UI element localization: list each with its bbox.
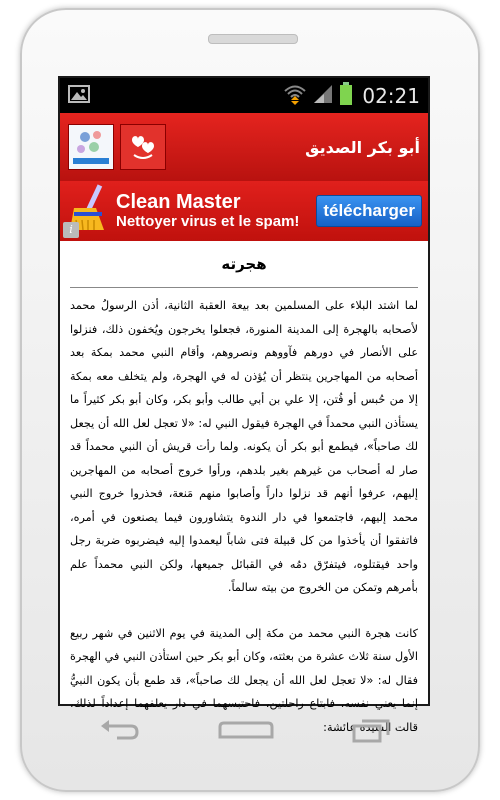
- article-paragraph: لما اشتد البلاء على المسلمين بعد بيعة العقبة الثانية، أذن الرسولُ محمد لأصحابه بالهجرة إلى المدينة المنورة، فجعلوا يخرجون ويُخفون ذلك، فنزلوا على الأنصار في دورهم فآووهم ونصروهم، وأقام النبي محمد بمكة بعد أصحابه من المهاجرين ينتظر أن يُؤذن له في الهجرة، ولم يتخلف معه بمكة إلا من حُبس أو فُتن، إلا علي بن أبي طالب وأبو بكر، وكان أبو بكر كثيراً ما يستأذن النبي محمداً في الهجرة فيقول النبي له: «لا تعجل لعل الله أن يجعل لك صاحباً»، فيطمع أبو بكر أن يكونه. ولما رأت قريش أن النبي محمداً قد صار له أصحاب من غيرهم بغير بلدهم، ورأوا خروج أصحابه من المهاجرين إليهم، عرفوا أنهم قد نزلوا داراً وأصابوا منهم مَنعة، فحذروا خروج النبي محمد إليهم، فاجتمعوا في دار الندوة يتشاورون فيما يصنعون في أمره، فاتفقوا أن يأخذوا من كل قبيلة فتى شاباً ليعمدوا إليه فيضربوه ضربة رجل واحد فيقتلوه، فيتفرّق دمُه في القبائل جميعها، ولكن النبي محمداً علم بأمرهم وتمكن من الخروج من بيته سالماً.: [70, 299, 418, 594]
- navigation-bar: [58, 712, 430, 752]
- wifi-data-icon: [283, 83, 307, 109]
- earpiece-speaker: [208, 34, 298, 44]
- app-icon-group: [68, 124, 166, 170]
- article: [60, 241, 428, 739]
- back-icon[interactable]: [97, 717, 141, 747]
- download-button[interactable]: télécharger: [316, 195, 422, 227]
- ad-subtitle: Nettoyer virus et le spam!: [116, 213, 300, 230]
- hearts-app-icon[interactable]: [120, 124, 166, 170]
- quran-app-icon[interactable]: [68, 124, 114, 170]
- status-icons: [283, 82, 420, 110]
- article-paragraph: كانت هجرة النبي محمد من مكة إلى المدينة في يوم الاثنين في شهر ربيع الأول سنة ثلاث عشرة من بعثته، وكان أبو بكر حين استأذن النبي في الهجرة فقال له: «لا تعجل لعل الله أن يجعل لك صاحباً»، قد طمع بأن يكون النبيُّ إنما يعني نفسه، فابتاع راحلتين، فاحتبسهما في دار يعلفهما إعداداً لذلك، قالت السيدة عائشة:: [70, 626, 418, 734]
- recent-apps-icon[interactable]: [351, 717, 391, 747]
- ad-info-icon[interactable]: i: [63, 222, 79, 238]
- paragraph-spacer: [70, 600, 418, 622]
- battery-icon: [339, 82, 353, 110]
- ad-text-block: [116, 191, 316, 231]
- article-title: هجرته: [221, 255, 267, 273]
- device-screen: [58, 76, 430, 734]
- action-bar: [60, 113, 428, 181]
- home-icon[interactable]: [218, 719, 274, 745]
- app-title: أبو بكر الصديق: [305, 137, 420, 157]
- ad-title: Clean Master: [116, 191, 241, 213]
- image-icon: [68, 85, 90, 107]
- clock: 02:21: [362, 83, 420, 108]
- status-bar: [60, 78, 428, 113]
- signal-icon: [312, 83, 334, 109]
- title-divider: [70, 287, 418, 288]
- ad-banner[interactable]: [60, 181, 428, 241]
